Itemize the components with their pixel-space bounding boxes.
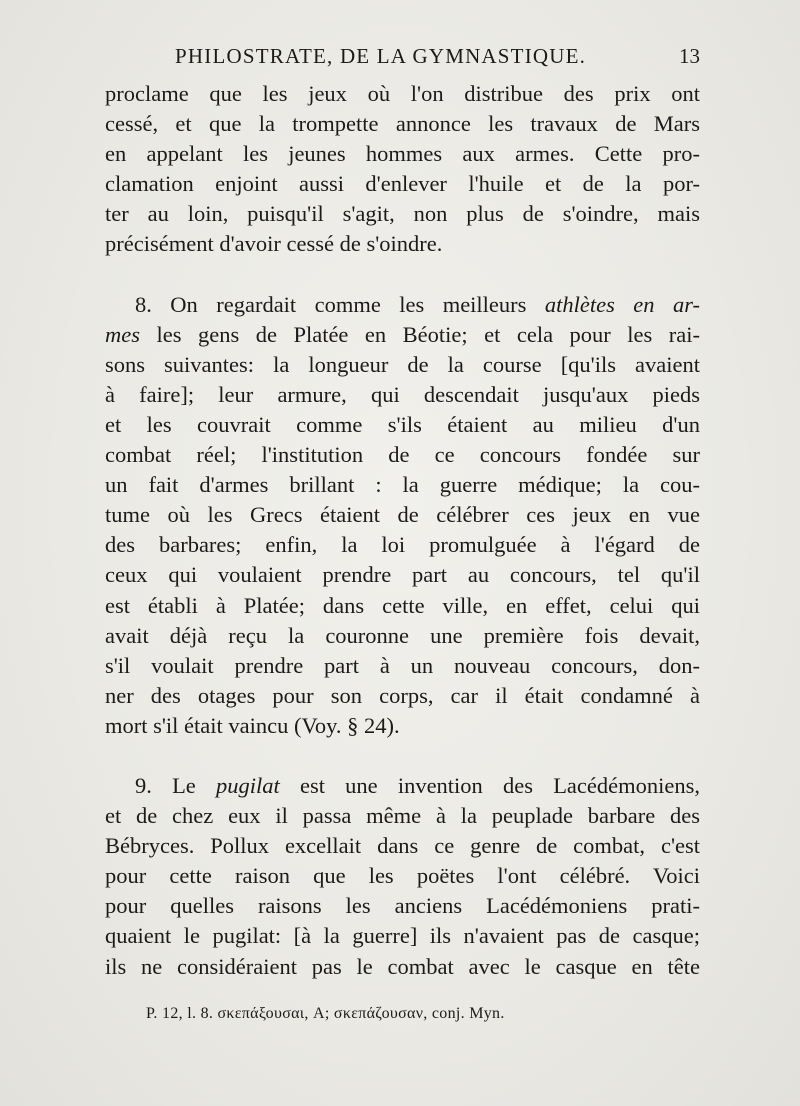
footnote: P. 12, l. 8. σκεπάξουσαι, A; σκεπάζουσαν, conj. Myn.: [146, 1005, 505, 1022]
text-line: pour quelles raisons les anciens Lacédémoniens prati-: [105, 893, 700, 919]
text-line: Bébryces. Pollux excellait dans ce genre de combat, c'est: [105, 833, 700, 859]
paragraph-section-8: [105, 290, 700, 741]
text-line: ils ne considéraient pas le combat avec le casque en tête: [105, 953, 700, 979]
text-line: précisément d'avoir cessé de s'oindre.: [105, 231, 443, 257]
text-line: et de chez eux il passa même à la peuplade barbare des: [105, 803, 700, 829]
text-line: 8. On regardait comme les meilleurs athlètes en ar-: [135, 291, 700, 317]
text-line: cessé, et que la trompette annonce les travaux de Mars: [105, 111, 700, 137]
text-line: des barbares; enfin, la loi promulguée à l'égard de: [105, 532, 700, 558]
text-line: quaient le pugilat: [à la guerre] ils n'avaient pas de casque;: [105, 923, 700, 949]
text-line: tume où les Grecs étaient de célébrer ces jeux en vue: [105, 502, 700, 528]
text-line: 9. Le pugilat est une invention des Lacédémoniens,: [135, 772, 700, 798]
page-number: 13: [679, 44, 700, 68]
text-line: combat réel; l'institution de ce concours fondée sur: [105, 442, 700, 468]
text-line: proclame que les jeux où l'on distribue des prix ont: [105, 81, 700, 106]
text-line: clamation enjoint aussi d'enlever l'huile et de la por-: [105, 171, 700, 197]
text-line: mes les gens de Platée en Béotie; et cela pour les rai-: [105, 321, 700, 347]
body-text: [105, 79, 700, 982]
text-line: un fait d'armes brillant : la guerre médique; la cou-: [105, 472, 700, 498]
running-title: PHILOSTRATE, DE LA GYMNASTIQUE.: [175, 44, 587, 68]
text-line: en appelant les jeunes hommes aux armes. Cette pro-: [105, 141, 700, 167]
text-line: est établi à Platée; dans cette ville, en effet, celui qui: [105, 592, 700, 618]
text-line: pour cette raison que les poëtes l'ont célébré. Voici: [105, 863, 700, 889]
text-line: sons suivantes: la longueur de la course [qu'ils avaient: [105, 351, 700, 377]
text-line: avait déjà reçu la couronne une première fois devait,: [105, 622, 700, 648]
text-line: ner des otages pour son corps, car il était condamné à: [105, 682, 700, 708]
paragraph-continued: [105, 79, 700, 260]
running-header: [105, 44, 700, 80]
text-line: s'il voulait prendre part à un nouveau concours, don-: [105, 652, 700, 678]
text-line: mort s'il était vaincu (Voy. § 24).: [105, 712, 400, 738]
text-line: à faire]; leur armure, qui descendait jusqu'aux pieds: [105, 381, 700, 407]
text-line: ter au loin, puisqu'il s'agit, non plus de s'oindre, mais: [105, 201, 700, 227]
paragraph-section-9: [105, 771, 700, 982]
text-line: et les couvrait comme s'ils étaient au milieu d'un: [105, 411, 700, 437]
text-line: ceux qui voulaient prendre part au concours, tel qu'il: [105, 562, 700, 588]
